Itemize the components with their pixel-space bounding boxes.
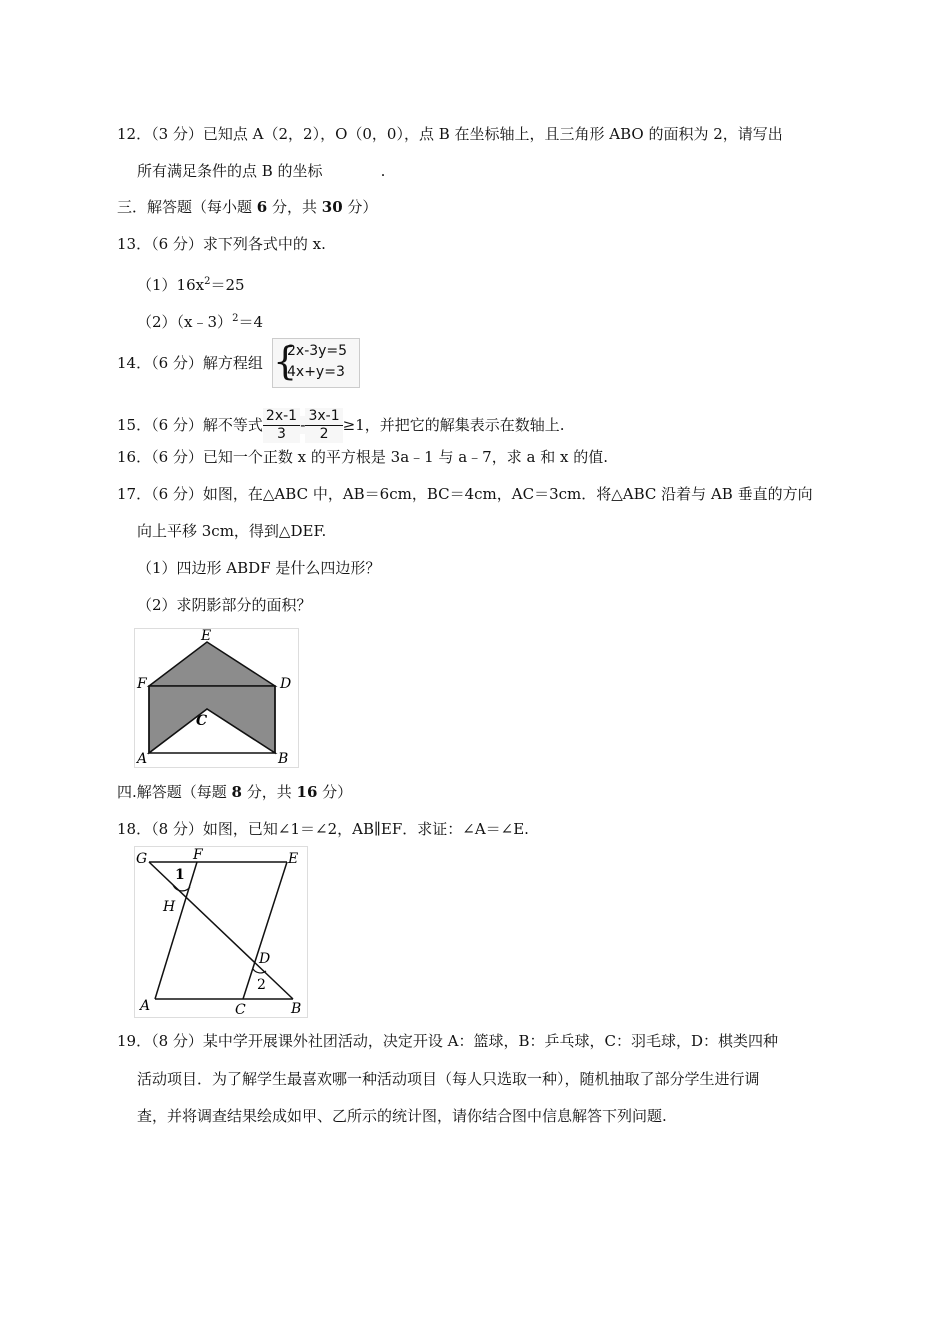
q17-part2: （2）求阴影部分的面积？ [137,596,312,614]
q17-part1: （1）四边形 ABDF 是什么四边形？ [137,559,381,577]
label-b: B [291,1001,302,1017]
sec3-total: 30 [321,198,343,216]
label-g: G [136,851,148,867]
label-d: D [280,676,292,692]
sec3-points: 6 [256,198,268,216]
fraction-1 [263,408,300,443]
fraction-1-numerator: 2x-1 [263,408,300,426]
label-b: B [278,751,289,767]
equation-1: 2x-3y=5 [287,343,348,359]
q12-line2-text: 所有满足条件的点 B 的坐标 [137,162,323,180]
triangle-def [149,642,275,686]
q13-p2-text: （2）（x﹣3） [137,313,233,331]
fraction-2-denominator: 2 [319,425,329,442]
section-4-heading [117,782,352,802]
q13-p1-text: （1）16x [137,276,205,294]
q15-text-a: 15．（6 分）解不等式 [117,416,263,434]
sec4-points: 8 [231,783,242,801]
q18-stem: 18．（8 分）如图，已知∠1＝∠2，AB∥EF．求证：∠A＝∠E. [117,820,529,838]
label-d: D [259,951,271,967]
q18-diagram [135,847,307,1017]
minus-sign: - [300,416,306,434]
section-3-heading [117,197,377,217]
q17-line1: 17．（6 分）如图，在△ABC 中，AB＝6cm，BC＝4cm，AC＝3cm．将△ABC 沿着与 AB 垂直的方向 [117,485,813,503]
q13-p1-rhs: ＝25 [210,276,245,294]
label-e: E [201,629,212,644]
sec4-text-e: 分） [317,783,353,801]
sec4-text-c: 分，共 [241,783,297,801]
fraction-2-numerator: 3x-1 [305,408,342,426]
q16-stem: 16．（6 分）已知一个正数 x 的平方根是 3a﹣1 与 a﹣7，求 a 和 x 的值. [117,448,608,466]
label-angle-2: 2 [257,977,266,993]
label-f: F [193,847,203,863]
q13-p1-exp: 2 [204,276,211,287]
q15-text-b: ≥1，并把它的解集表示在数轴上. [342,416,565,434]
q17-diagram [135,629,298,767]
label-angle-1: 1 [175,867,185,883]
q13-p2-rhs: ＝4 [238,313,263,331]
fraction-2 [305,408,342,443]
fraction-1-denominator: 3 [277,425,286,442]
sec4-total: 16 [296,783,318,801]
equation-system-image [272,338,360,388]
q13-part1 [137,272,245,295]
sec3-text-c: 分，共 [267,198,322,216]
label-c: C [196,713,208,729]
q19-line2: 活动项目．为了解学生最喜欢哪一种活动项目（每人只选取一种），随机抽取了部分学生进行调 [137,1070,760,1088]
q19-line1: 19．（8 分）某中学开展课外社团活动，决定开设 A：篮球，B：乒乓球，C：羽毛球，D：棋类四种 [117,1032,779,1050]
label-h: H [163,899,176,915]
q17-line2: 向上平移 3cm，得到△DEF. [137,522,327,540]
q12-line1: 12．（3 分）已知点 A（2，2），O（0，0），点 B 在坐标轴上，且三角形 ABO 的面积为 2，请写出 [117,125,783,143]
q18-figure [134,846,308,1018]
label-a: A [140,998,151,1014]
label-c: C [235,1002,246,1017]
q12-period: . [380,162,386,180]
q14-stem: 14．（6 分）解方程组 [117,354,263,372]
line-gb [149,862,293,999]
equation-2: 4x+y=3 [287,364,345,380]
q15-line [117,404,565,444]
sec3-text-a: 三．解答题（每小题 [117,198,257,216]
left-brace: { [273,339,298,383]
q12-line2 [137,161,385,181]
sec3-text-e: 分） [342,198,378,216]
sec4-text-a: 四.解答题（每题 [117,783,232,801]
q19-line3: 查，并将调查结果绘成如甲、乙所示的统计图，请你结合图中信息解答下列问题. [137,1107,667,1125]
q17-figure [134,628,299,768]
label-f: F [137,676,147,692]
label-e: E [288,851,299,867]
angle-1-arc [173,885,190,891]
q13-stem: 13．（6 分）求下列各式中的 x. [117,235,326,253]
label-a: A [137,751,148,767]
q13-part2 [137,309,263,332]
q13-p2-exp: 2 [232,313,239,324]
